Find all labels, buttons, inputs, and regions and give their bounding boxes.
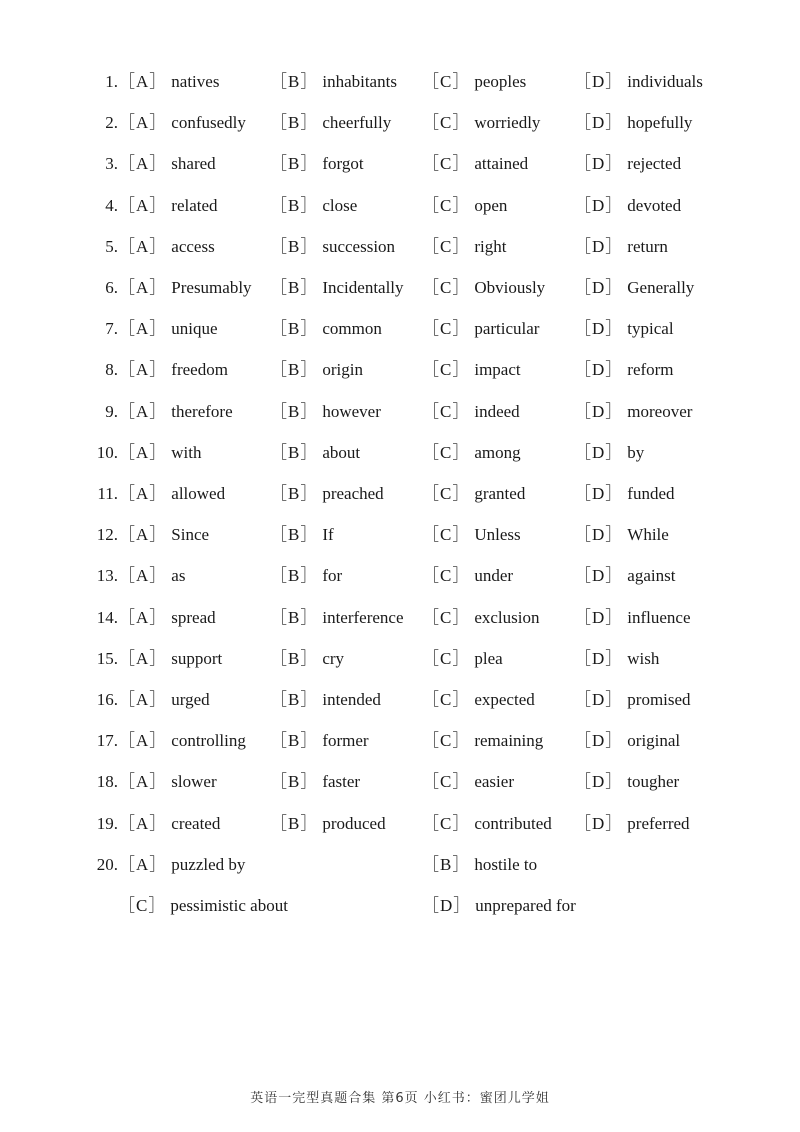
option-letter: ［D］	[574, 113, 624, 133]
option-letter: ［D］	[574, 401, 624, 421]
option-text: preached	[322, 484, 384, 503]
option-letter: ［B］	[270, 525, 319, 545]
option-text: reform	[627, 360, 674, 380]
question-number: 4.	[105, 195, 118, 215]
question-row	[0, 62, 800, 103]
option-b	[270, 443, 360, 463]
option-letter: ［A］	[118, 72, 168, 91]
option-a	[118, 855, 245, 875]
option-letter: ［C］	[422, 566, 471, 586]
option-text: inhabitants	[322, 72, 397, 91]
option-letter: ［A］	[118, 648, 168, 668]
option-letter: ［B］	[270, 772, 319, 792]
option-letter: ［C］	[422, 648, 471, 668]
option-text: however	[322, 401, 381, 421]
option-text: original	[627, 731, 681, 751]
option-b	[270, 525, 334, 545]
option-text: natives	[171, 72, 220, 91]
option-letter: ［D］	[574, 607, 624, 627]
option-a	[118, 731, 246, 751]
option-text: by	[627, 442, 645, 462]
question-row	[0, 144, 800, 185]
option-d	[574, 113, 692, 133]
option-letter: ［C］	[422, 690, 471, 709]
option-text: succession	[322, 236, 396, 256]
option-b	[270, 319, 382, 339]
option-b	[270, 360, 363, 380]
option-text: indeed	[474, 401, 520, 421]
option-a	[118, 72, 219, 92]
option-d	[574, 237, 668, 257]
option-letter: ［D］	[574, 690, 624, 709]
option-text: against	[627, 566, 676, 586]
question-row	[0, 639, 800, 680]
question-number: 12.	[96, 525, 118, 545]
option-b	[270, 237, 395, 257]
question-row	[0, 268, 800, 309]
question-row	[0, 556, 800, 597]
question-number: 10.	[96, 442, 118, 462]
option-letter: ［B］	[422, 855, 471, 874]
question-number: 3.	[105, 154, 118, 174]
option-letter: ［A］	[118, 195, 168, 215]
question-row	[0, 680, 800, 721]
option-b	[270, 566, 342, 586]
question-number: 19.	[96, 813, 118, 833]
option-text: easier	[474, 772, 514, 792]
option-letter: ［B］	[270, 236, 319, 256]
option-letter: ［C］	[422, 731, 471, 751]
question-number: 15.	[96, 648, 118, 668]
question-number: 11.	[97, 484, 118, 503]
option-letter: ［C］	[422, 442, 471, 462]
option-c	[422, 154, 528, 174]
question-number: 6.	[105, 278, 118, 297]
option-a	[118, 443, 202, 463]
option-text: confusedly	[171, 113, 246, 133]
option-letter: ［A］	[118, 525, 168, 545]
option-a	[118, 402, 233, 422]
question-number: 16.	[96, 690, 118, 709]
option-letter: ［A］	[118, 401, 168, 421]
option-letter: ［C］	[422, 401, 471, 421]
option-c	[422, 649, 503, 669]
option-letter: ［C］	[422, 278, 471, 297]
question-row	[0, 474, 800, 515]
option-text: shared	[171, 154, 216, 174]
option-d	[574, 731, 680, 751]
option-b	[270, 196, 357, 216]
option-letter: ［B］	[270, 154, 319, 174]
option-text: Generally	[627, 278, 695, 297]
option-text: rejected	[627, 154, 682, 174]
option-letter: ［C］	[422, 484, 471, 503]
option-text: intended	[322, 690, 381, 709]
option-letter: ［C］	[422, 113, 471, 133]
option-c	[422, 278, 545, 298]
option-c	[422, 772, 514, 792]
option-text: remaining	[474, 731, 544, 751]
option-letter: ［A］	[118, 607, 168, 627]
option-c	[422, 319, 539, 339]
option-letter: ［D］	[574, 525, 624, 545]
option-letter: ［A］	[118, 113, 168, 133]
option-text: slower	[171, 772, 217, 792]
option-letter: ［D］	[574, 772, 624, 792]
option-letter: ［A］	[118, 772, 168, 792]
option-letter: ［B］	[270, 731, 319, 751]
option-letter: ［C］	[422, 319, 471, 339]
option-text: freedom	[171, 360, 228, 380]
question-row	[0, 392, 800, 433]
option-d	[574, 814, 690, 834]
option-letter: ［B］	[270, 319, 319, 339]
question-number: 13.	[96, 566, 118, 586]
option-letter: ［D］	[574, 236, 624, 256]
question-number: 7.	[105, 319, 118, 339]
question-number: 9.	[105, 401, 118, 421]
option-a	[118, 772, 217, 792]
option-text: common	[322, 319, 382, 339]
question-row-20-cont	[0, 886, 800, 927]
option-letter: ［C］	[422, 236, 471, 256]
question-number: 1.	[105, 72, 118, 91]
option-a	[118, 278, 252, 298]
option-letter: ［D］	[574, 360, 624, 380]
option-c	[422, 690, 535, 710]
option-c	[422, 196, 507, 216]
option-text: preferred	[627, 813, 690, 833]
option-letter: ［D］	[574, 195, 624, 215]
option-c	[422, 237, 506, 257]
option-text: cry	[322, 648, 345, 668]
option-text: for	[322, 566, 343, 586]
option-letter: ［D］	[422, 896, 472, 915]
question-row-20	[0, 845, 800, 886]
option-d	[574, 319, 674, 339]
option-text: peoples	[474, 72, 527, 91]
option-d	[574, 443, 644, 463]
option-text: unprepared for	[475, 896, 576, 915]
option-a	[118, 566, 185, 586]
option-letter: ［D］	[574, 442, 624, 462]
option-letter: ［B］	[270, 72, 319, 91]
option-text: under	[474, 566, 514, 586]
option-letter: ［C］	[422, 772, 471, 792]
option-text: promised	[627, 690, 691, 709]
question-row	[0, 804, 800, 845]
option-a	[118, 649, 222, 669]
option-a	[118, 196, 218, 216]
option-text: return	[627, 236, 668, 256]
option-d	[574, 484, 675, 504]
option-c	[422, 608, 540, 628]
question-number: 20.	[96, 855, 118, 874]
option-text: hopefully	[627, 113, 693, 133]
option-a	[118, 113, 246, 133]
option-text: therefore	[171, 401, 233, 421]
option-a	[118, 360, 228, 380]
option-text: plea	[474, 648, 503, 668]
option-c	[422, 525, 521, 545]
option-letter: ［B］	[270, 195, 319, 215]
option-letter: ［C］	[422, 195, 471, 215]
option-text: tougher	[627, 772, 680, 792]
option-text: granted	[474, 484, 526, 503]
option-text: Unless	[474, 525, 521, 545]
option-letter: ［C］	[422, 72, 471, 91]
option-d	[574, 525, 669, 545]
option-text: Incidentally	[322, 278, 404, 297]
option-letter: ［C］	[118, 896, 167, 915]
option-letter: ［C］	[422, 813, 471, 833]
option-letter: ［A］	[118, 236, 168, 256]
option-b	[270, 402, 381, 422]
option-letter: ［C］	[422, 607, 471, 627]
option-text: produced	[322, 813, 386, 833]
option-c	[422, 484, 525, 504]
option-text: right	[474, 236, 507, 256]
option-text: individuals	[627, 72, 703, 91]
question-row	[0, 103, 800, 144]
option-letter: ［C］	[422, 154, 471, 174]
option-text: pessimistic about	[170, 896, 288, 915]
option-text: related	[171, 195, 218, 215]
question-row	[0, 762, 800, 803]
option-b	[270, 154, 364, 174]
option-text: close	[322, 195, 358, 215]
option-d	[574, 402, 692, 422]
option-letter: ［B］	[270, 813, 319, 833]
option-b	[270, 113, 391, 133]
option-letter: ［C］	[422, 525, 471, 545]
option-a	[118, 608, 216, 628]
option-c	[422, 731, 543, 751]
question-number: 8.	[105, 360, 118, 380]
option-letter: ［B］	[270, 648, 319, 668]
option-text: exclusion	[474, 607, 540, 627]
option-c	[422, 814, 552, 834]
question-row	[0, 433, 800, 474]
option-letter: ［B］	[270, 278, 319, 297]
option-b	[270, 772, 360, 792]
option-letter: ［D］	[574, 484, 624, 503]
option-letter: ［A］	[118, 690, 168, 709]
option-text: with	[171, 442, 202, 462]
option-letter: ［A］	[118, 360, 168, 380]
question-row	[0, 227, 800, 268]
option-text: former	[322, 731, 369, 751]
option-letter: ［D］	[574, 648, 624, 668]
option-letter: ［D］	[574, 731, 624, 751]
question-number: 2.	[105, 113, 118, 133]
option-b	[270, 484, 384, 504]
option-a	[118, 237, 215, 257]
option-c	[422, 402, 520, 422]
question-number: 18.	[96, 772, 118, 792]
option-c	[118, 896, 288, 916]
option-letter: ［A］	[118, 278, 168, 297]
option-c	[422, 566, 513, 586]
option-letter: ［B］	[270, 360, 319, 380]
option-letter: ［A］	[118, 319, 168, 339]
option-letter: ［A］	[118, 566, 168, 586]
option-c	[422, 360, 521, 380]
option-b	[270, 72, 397, 92]
option-text: worriedly	[474, 113, 541, 133]
option-letter: ［D］	[574, 278, 624, 297]
option-text: moreover	[627, 401, 693, 421]
option-text: contributed	[474, 813, 552, 833]
option-text: support	[171, 648, 223, 668]
option-d	[574, 649, 659, 669]
option-letter: ［D］	[574, 72, 624, 91]
question-row	[0, 515, 800, 556]
option-letter: ［A］	[118, 484, 168, 503]
option-b	[270, 278, 404, 298]
option-c	[422, 443, 521, 463]
option-c	[422, 113, 540, 133]
question-number: 14.	[96, 607, 118, 627]
option-letter: ［B］	[270, 690, 319, 709]
option-d	[574, 196, 681, 216]
option-a	[118, 814, 220, 834]
option-letter: ［D］	[574, 319, 624, 339]
option-d	[574, 608, 691, 628]
option-text: spread	[171, 607, 216, 627]
option-text: impact	[474, 360, 521, 380]
option-d	[574, 690, 691, 710]
option-d	[574, 360, 674, 380]
option-letter: ［B］	[270, 442, 319, 462]
option-letter: ［A］	[118, 154, 168, 174]
option-text: unique	[171, 319, 218, 339]
option-d	[574, 566, 675, 586]
option-letter: ［B］	[270, 401, 319, 421]
option-letter: ［D］	[574, 566, 624, 586]
question-row	[0, 186, 800, 227]
option-text: created	[171, 813, 221, 833]
option-text: among	[474, 442, 521, 462]
option-a	[118, 690, 210, 710]
option-text: urged	[171, 690, 210, 709]
option-text: puzzled by	[171, 855, 246, 874]
option-letter: ［B］	[270, 607, 319, 627]
question-row	[0, 350, 800, 391]
option-text: open	[474, 195, 508, 215]
option-letter: ［D］	[574, 813, 624, 833]
question-row	[0, 309, 800, 350]
option-a	[118, 484, 225, 504]
question-number: 5.	[105, 236, 118, 256]
option-text: expected	[474, 690, 535, 709]
option-letter: ［B］	[270, 113, 319, 133]
option-letter: ［A］	[118, 813, 168, 833]
option-letter: ［B］	[270, 566, 319, 586]
option-text: allowed	[171, 484, 226, 503]
option-text: influence	[627, 607, 691, 627]
option-b	[270, 690, 381, 710]
option-text: as	[171, 566, 186, 586]
option-text: particular	[474, 319, 540, 339]
question-row	[0, 598, 800, 639]
option-text: access	[171, 236, 215, 256]
option-text: faster	[322, 772, 361, 792]
question-number: 17.	[96, 731, 118, 751]
option-d	[574, 154, 681, 174]
option-a	[118, 154, 216, 174]
option-letter: ［A］	[118, 855, 168, 874]
option-b	[422, 855, 537, 875]
option-d	[574, 772, 679, 792]
option-a	[118, 319, 218, 339]
option-text: about	[322, 442, 361, 462]
option-text: interference	[322, 607, 404, 627]
option-b	[270, 731, 369, 751]
option-text: Presumably	[171, 278, 252, 297]
option-text: Obviously	[474, 278, 546, 297]
option-d	[574, 72, 703, 92]
option-text: funded	[627, 484, 675, 503]
option-text: If	[322, 525, 334, 545]
option-c	[422, 72, 526, 92]
option-text: Since	[171, 525, 210, 545]
option-text: forgot	[322, 154, 364, 174]
option-letter: ［B］	[270, 484, 319, 503]
option-text: origin	[322, 360, 363, 380]
option-text: cheerfully	[322, 113, 392, 133]
option-text: hostile to	[474, 855, 538, 874]
question-row	[0, 721, 800, 762]
option-text: typical	[627, 319, 674, 339]
option-letter: ［C］	[422, 360, 471, 380]
option-letter: ［A］	[118, 731, 168, 751]
option-text: wish	[627, 648, 660, 668]
option-a	[118, 525, 209, 545]
option-b	[270, 608, 404, 628]
option-b	[270, 814, 386, 834]
option-letter: ［D］	[574, 154, 624, 174]
option-d	[422, 896, 576, 916]
option-letter: ［A］	[118, 442, 168, 462]
option-text: attained	[474, 154, 529, 174]
option-b	[270, 649, 344, 669]
option-text: controlling	[171, 731, 246, 751]
page-footer: 英语一完型真题合集 第6页 小红书：蜜团儿学姐	[250, 1091, 550, 1106]
option-text: While	[627, 525, 669, 545]
option-text: devoted	[627, 195, 682, 215]
option-d	[574, 278, 694, 298]
